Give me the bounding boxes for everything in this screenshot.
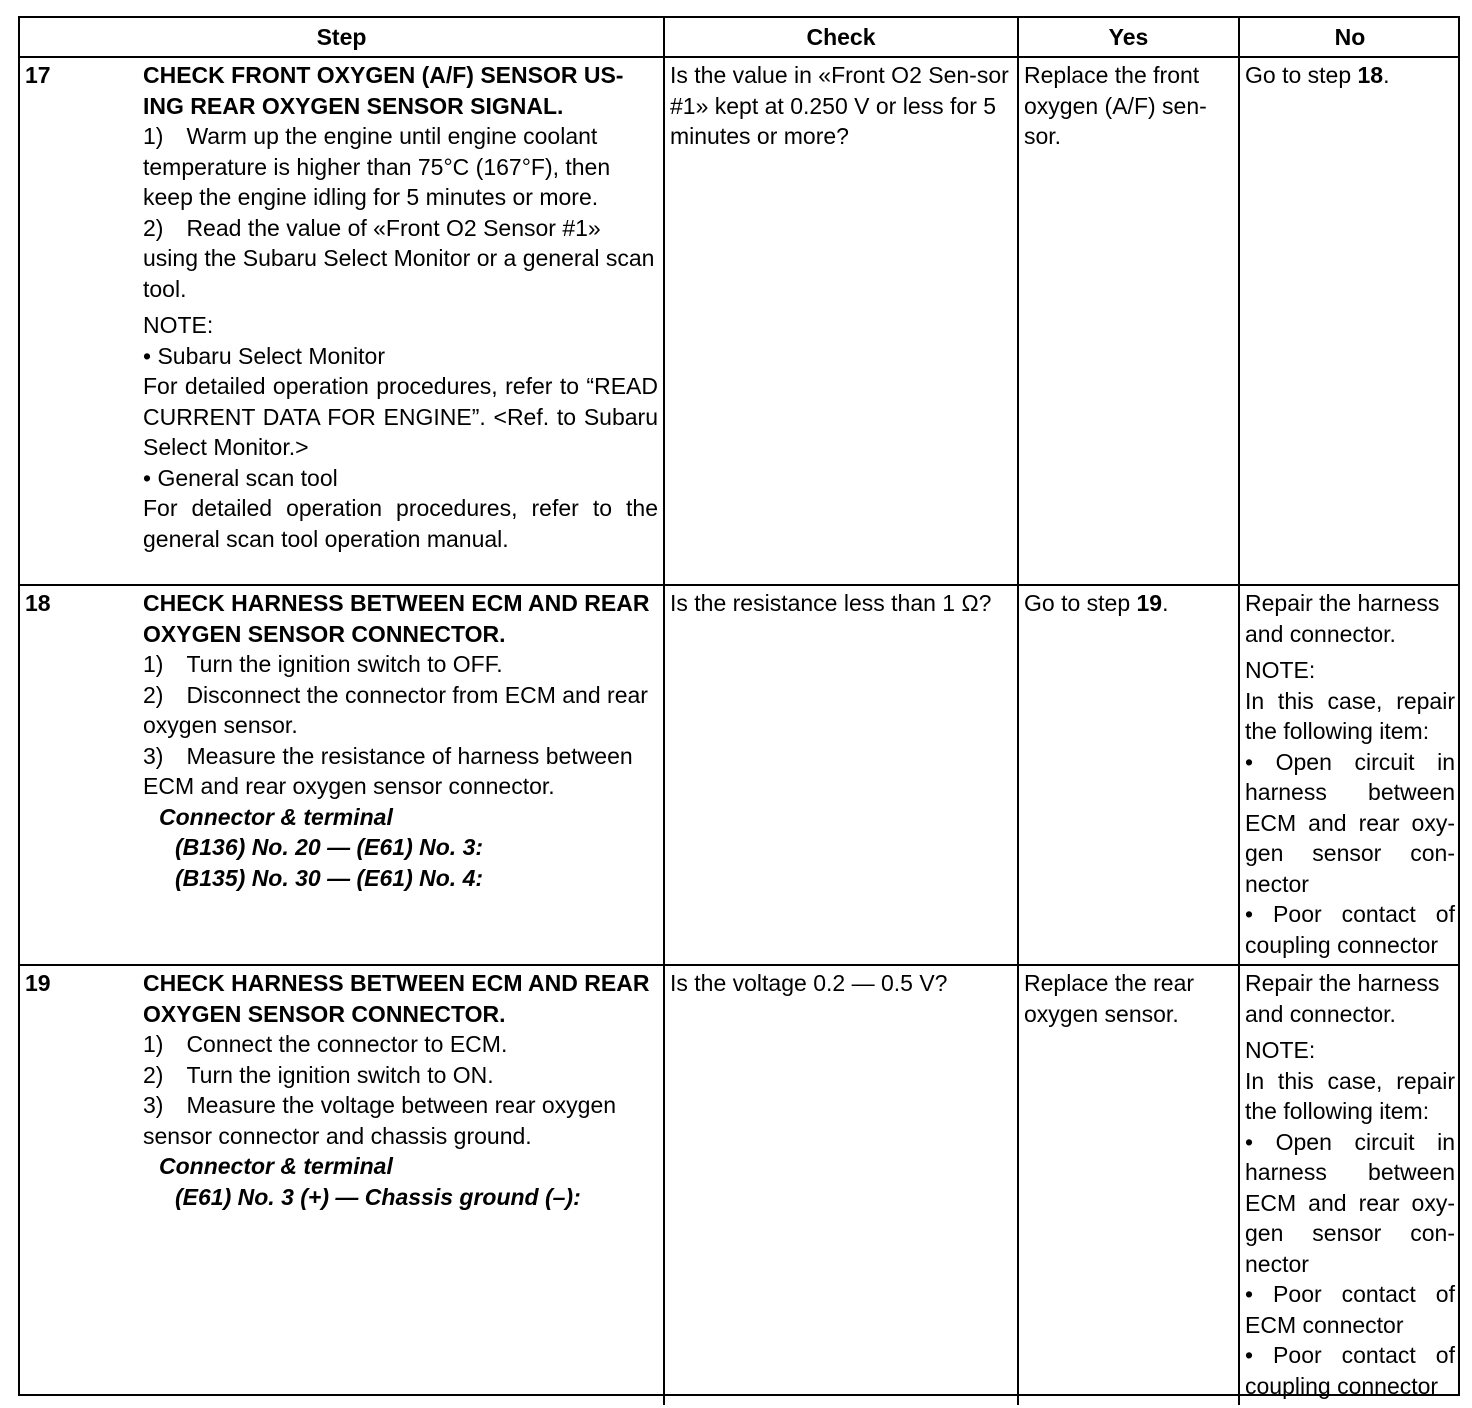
header-yes: Yes xyxy=(1018,18,1239,57)
goto-step-link[interactable]: 19 xyxy=(1136,590,1163,616)
step-instruction: 1) Connect the connector to ECM. xyxy=(143,1031,508,1057)
goto-prefix: Go to step xyxy=(1245,62,1358,88)
no-cell xyxy=(1239,585,1460,965)
table-row-step-19 xyxy=(20,965,1460,1405)
step-cell xyxy=(20,57,664,585)
connector-terminal: (B135) No. 30 — (E61) No. 4: xyxy=(175,864,484,891)
table-row-step-17 xyxy=(20,57,1460,585)
note-label: NOTE: xyxy=(143,312,214,338)
yes-cell: Replace the front oxygen (A/F) sen-sor. xyxy=(1018,57,1239,585)
goto-suffix: . xyxy=(1383,62,1390,88)
note-item: • Subaru Select Monitor xyxy=(143,342,386,369)
note-item: • Poor contact of coupling connector xyxy=(1245,901,1455,958)
note-item: • Open circuit in harness between ECM and rear oxy-gen sensor con-nector xyxy=(1245,748,1455,897)
note-label: NOTE: xyxy=(1245,1037,1316,1063)
note-intro: In this case, repair the following item: xyxy=(1245,1067,1455,1124)
step-instruction: 1) Turn the ignition switch to OFF. xyxy=(143,651,503,677)
step-number: 17 xyxy=(25,62,51,88)
step-instruction: 2) Disconnect the connector from ECM and rear oxygen sensor. xyxy=(143,681,648,738)
connector-terminal: (E61) No. 3 (+) — Chassis ground (–): xyxy=(175,1183,581,1210)
goto-suffix: . xyxy=(1162,590,1169,616)
table-row-step-18 xyxy=(20,585,1460,965)
note-intro: In this case, repair the following item: xyxy=(1245,687,1455,744)
step-instruction: 1) Warm up the engine until engine coolant temperature is higher than 75°C (167°F), then keep the engine idling for 5 minutes or more. xyxy=(143,123,611,210)
note-item: • Open circuit in harness between ECM and rear oxy-gen sensor con-nector xyxy=(1245,1128,1455,1277)
table-header-row xyxy=(20,18,1460,57)
step-title: CHECK HARNESS BETWEEN ECM AND REAR OXYGEN SENSOR CONNECTOR. xyxy=(143,970,650,1027)
diagnostic-table-sheet xyxy=(18,16,1460,1399)
note-item: For detailed operation procedures, refer to “READ CURRENT DATA FOR ENGINE”. <Ref. to Subaru Select Monitor.> xyxy=(143,373,658,460)
note-item: • Poor contact of ECM connector xyxy=(1245,1281,1455,1338)
step-instruction: 3) Measure the voltage between rear oxygen sensor connector and chassis ground. xyxy=(143,1092,617,1149)
header-check: Check xyxy=(664,18,1018,57)
no-cell xyxy=(1239,57,1460,585)
note-label: NOTE: xyxy=(1245,657,1316,683)
step-instruction: 3) Measure the resistance of harness between ECM and rear oxygen sensor connector. xyxy=(143,742,633,799)
step-cell xyxy=(20,585,664,965)
repair-text: Repair the harness and connector. xyxy=(1245,590,1440,647)
repair-text: Repair the harness and connector. xyxy=(1245,970,1440,1027)
yes-cell xyxy=(1018,585,1239,965)
check-cell: Is the resistance less than 1 Ω? xyxy=(664,585,1018,965)
check-cell: Is the value in «Front O2 Sen-sor #1» kept at 0.250 V or less for 5 minutes or more? xyxy=(664,57,1018,585)
step-title: CHECK HARNESS BETWEEN ECM AND REAR OXYGEN SENSOR CONNECTOR. xyxy=(143,590,650,647)
no-cell xyxy=(1239,965,1460,1405)
note-item: • General scan tool xyxy=(143,464,338,491)
check-cell: Is the voltage 0.2 — 0.5 V? xyxy=(664,965,1018,1405)
step-number: 19 xyxy=(25,970,51,996)
step-instruction: 2) Turn the ignition switch to ON. xyxy=(143,1061,494,1088)
connector-label: Connector & terminal xyxy=(159,1153,393,1179)
note-item: • Poor contact of coupling connector xyxy=(1245,1342,1455,1399)
step-cell xyxy=(20,965,664,1405)
connector-terminal: (B136) No. 20 — (E61) No. 3: xyxy=(175,834,484,860)
step-number: 18 xyxy=(25,590,51,616)
note-item: For detailed operation procedures, refer to the general scan tool operation manual. xyxy=(143,495,658,552)
goto-step-link[interactable]: 18 xyxy=(1357,62,1384,88)
header-step: Step xyxy=(20,18,664,57)
goto-prefix: Go to step xyxy=(1024,590,1137,616)
step-instruction: 2) Read the value of «Front O2 Sensor #1» using the Subaru Select Monitor or a general scan tool. xyxy=(143,214,655,302)
step-title: CHECK FRONT OXYGEN (A/F) SENSOR US-ING REAR OXYGEN SENSOR SIGNAL. xyxy=(143,62,624,119)
diagnostic-procedure-table xyxy=(20,18,1460,1405)
yes-cell: Replace the rear oxygen sensor. xyxy=(1018,965,1239,1405)
header-no: No xyxy=(1239,18,1460,57)
connector-label: Connector & terminal xyxy=(159,803,393,830)
